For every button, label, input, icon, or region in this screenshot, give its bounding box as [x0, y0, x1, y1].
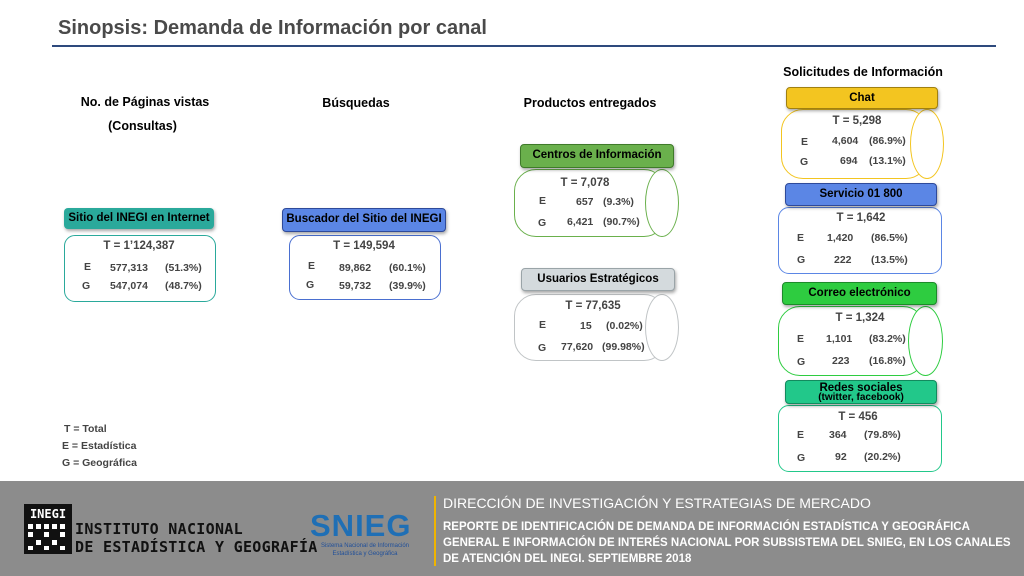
correo-e-key: E — [797, 333, 805, 345]
buscador-g-value: 59,732 — [339, 280, 372, 292]
correo-label: Correo electrónico — [782, 282, 937, 305]
chat-label: Chat — [786, 87, 938, 109]
redes-label-pill — [785, 380, 937, 404]
institute-line-1: INSTITUTO NACIONAL — [75, 520, 243, 538]
sitio-e-key: E — [84, 261, 92, 273]
inegi-logo — [24, 504, 72, 554]
legend-geografica: G = Geográfica — [62, 457, 137, 469]
buscador-e-pct: (60.1%) — [389, 262, 426, 274]
servicio-total: T = 1,642 — [836, 212, 886, 224]
centros-e-value: 657 — [576, 196, 594, 208]
footer-report-title: REPORTE DE IDENTIFICACIÓN DE DEMANDA DE INFORMACIÓN ESTADÍSTICA Y GEOGRÁFICA GENERAL E INFORMACIÓN DE INTERÉS NACIONAL POR SUBSISTEMA DEL SNIEG, EN LOS CANALES DE ATENCIÓN DEL INEGI. SEPTIEMBRE 2018 — [443, 521, 1011, 565]
legend-total: T = Total — [64, 423, 107, 435]
redes-sublabel: (twitter, facebook) — [818, 392, 904, 403]
redes-e-key: E — [797, 429, 805, 441]
servicio-e-value: 1,420 — [827, 232, 854, 244]
heading-busquedas: Búsquedas — [322, 96, 390, 110]
snieg-logo: SNIEG — [310, 508, 412, 543]
sitio-e-pct: (51.3%) — [165, 262, 202, 274]
buscador-label: Buscador del Sitio del INEGI — [282, 208, 446, 232]
usuarios-total: T = 77,635 — [565, 300, 621, 312]
heading-productos: Productos entregados — [523, 96, 657, 110]
legend-estadistica: E = Estadística — [62, 440, 137, 452]
chat-total: T = 5,298 — [832, 115, 882, 127]
usuarios-g-key: G — [538, 342, 547, 354]
buscador-total: T = 149,594 — [333, 240, 395, 252]
redes-g-pct: (20.2%) — [864, 451, 901, 463]
buscador-e-value: 89,862 — [339, 262, 372, 274]
sitio-g-value: 547,074 — [110, 280, 148, 292]
servicio-e-key: E — [797, 232, 805, 244]
redes-e-pct: (79.8%) — [864, 429, 901, 441]
heading-paginas: No. de Páginas vistas — [80, 95, 210, 109]
centros-e-key: E — [539, 195, 547, 207]
usuarios-label: Usuarios Estratégicos — [521, 268, 675, 291]
footer-direction: DIRECCIÓN DE INVESTIGACIÓN Y ESTRATEGIAS DE MERCADO — [443, 495, 871, 511]
redes-total: T = 456 — [838, 411, 878, 423]
redes-e-value: 364 — [829, 429, 847, 441]
redes-g-key: G — [797, 452, 806, 464]
servicio-g-pct: (13.5%) — [871, 254, 908, 266]
servicio-g-key: G — [797, 254, 806, 266]
centros-label: Centros de Información — [520, 144, 674, 168]
usuarios-e-pct: (0.02%) — [606, 320, 643, 332]
institute-line-2: DE ESTADÍSTICA Y GEOGRAFÍA — [75, 538, 318, 556]
sitio-total: T = 1’124,387 — [103, 240, 175, 252]
chat-g-pct: (13.1%) — [869, 155, 906, 167]
title-divider — [52, 45, 996, 47]
sitio-g-key: G — [82, 280, 91, 292]
servicio-label: Servicio 01 800 — [785, 183, 937, 206]
chat-g-key: G — [800, 156, 809, 168]
servicio-g-value: 222 — [834, 254, 852, 266]
chat-e-value: 4,604 — [832, 135, 859, 147]
correo-e-pct: (83.2%) — [869, 333, 906, 345]
buscador-g-pct: (39.9%) — [389, 280, 426, 292]
usuarios-e-key: E — [539, 319, 547, 331]
correo-g-key: G — [797, 356, 806, 368]
usuarios-g-value: 77,620 — [561, 341, 594, 353]
centros-g-value: 6,421 — [567, 216, 594, 228]
heading-solicitudes: Solicitudes de Información — [783, 65, 943, 79]
correo-g-value: 223 — [832, 355, 850, 367]
buscador-g-key: G — [306, 279, 315, 291]
usuarios-e-value: 15 — [580, 320, 592, 332]
chat-g-value: 694 — [840, 155, 858, 167]
heading-consultas: (Consultas) — [108, 119, 177, 133]
sitio-e-value: 577,313 — [110, 262, 148, 274]
sitio-g-pct: (48.7%) — [165, 280, 202, 292]
usuarios-g-pct: (99.98%) — [602, 341, 645, 353]
sitio-label: Sitio del INEGI en Internet — [64, 208, 214, 229]
centros-cylinder-cap — [645, 169, 679, 237]
correo-total: T = 1,324 — [835, 312, 885, 324]
snieg-subtitle: Sistema Nacional de Información Estadística y Geográfica — [320, 543, 410, 557]
servicio-e-pct: (86.5%) — [871, 232, 908, 244]
inegi-logo-text: INEGI — [29, 507, 67, 521]
correo-g-pct: (16.8%) — [869, 355, 906, 367]
centros-total: T = 7,078 — [560, 177, 610, 189]
centros-g-pct: (90.7%) — [603, 216, 640, 228]
redes-g-value: 92 — [835, 451, 847, 463]
footer-divider — [434, 496, 436, 566]
chat-e-key: E — [801, 136, 809, 148]
chat-e-pct: (86.9%) — [869, 135, 906, 147]
inegi-logo-grid-icon — [24, 521, 72, 553]
centros-e-pct: (9.3%) — [603, 196, 634, 208]
redes-label: Redes sociales — [819, 382, 903, 394]
centros-g-key: G — [538, 217, 547, 229]
institute-name — [75, 520, 318, 556]
buscador-e-key: E — [308, 260, 316, 272]
page-title: Sinopsis: Demanda de Información por canal — [58, 17, 487, 39]
correo-e-value: 1,101 — [826, 333, 853, 345]
